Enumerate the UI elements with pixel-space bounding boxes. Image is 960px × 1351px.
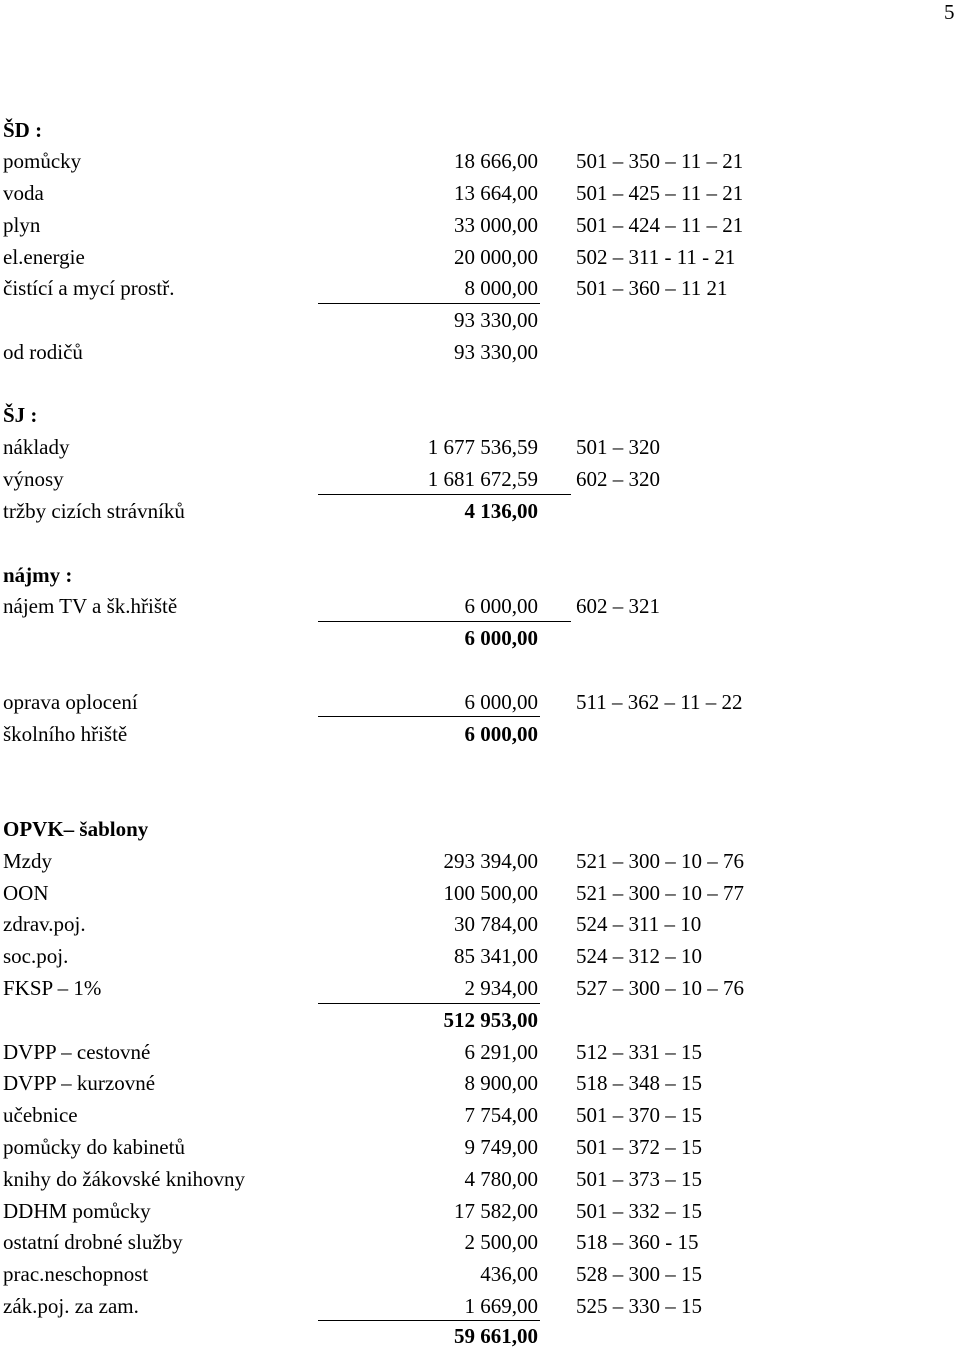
item-code: 501 – 373 – 15 xyxy=(576,1167,702,1191)
list-item xyxy=(0,909,960,939)
item-code: 525 – 330 – 15 xyxy=(576,1294,702,1318)
list-item xyxy=(0,242,960,272)
item-amount: 20 000,00 xyxy=(454,245,538,269)
item-amount: 30 784,00 xyxy=(454,912,538,936)
list-item xyxy=(0,878,960,908)
total-amount: 59 661,00 xyxy=(454,1324,538,1348)
list-item xyxy=(0,1227,960,1257)
list-item xyxy=(0,591,960,621)
item-label: plyn xyxy=(3,213,41,237)
list-item xyxy=(0,1291,960,1321)
item-amount: 2 934,00 xyxy=(464,976,538,1000)
item-label: pomůcky do kabinetů xyxy=(3,1135,185,1159)
total-row xyxy=(0,496,960,526)
list-item xyxy=(0,178,960,208)
list-item xyxy=(0,941,960,971)
sum-rule xyxy=(318,716,540,717)
list-item xyxy=(0,432,960,462)
list-item xyxy=(0,273,960,303)
item-amount: 33 000,00 xyxy=(454,213,538,237)
item-label: od rodičů xyxy=(3,340,83,364)
item-amount: 8 900,00 xyxy=(464,1071,538,1095)
list-item xyxy=(0,1259,960,1289)
item-label: knihy do žákovské knihovny xyxy=(3,1167,246,1191)
item-amount: 93 330,00 xyxy=(454,340,538,364)
list-item xyxy=(0,1100,960,1130)
item-label: Mzdy xyxy=(3,849,52,873)
list-item xyxy=(0,146,960,176)
item-code: 524 – 311 – 10 xyxy=(576,912,702,936)
total-label: tržby cizích strávníků xyxy=(3,499,185,523)
section-title: nájmy : xyxy=(3,563,73,587)
list-item xyxy=(0,1132,960,1162)
item-label: DDHM pomůcky xyxy=(3,1199,151,1223)
section-title: ŠJ : xyxy=(3,403,38,427)
item-label: zdrav.poj. xyxy=(3,912,86,936)
item-code: 524 – 312 – 10 xyxy=(576,944,702,968)
item-label: oprava oplocení xyxy=(3,690,138,714)
item-code: 528 – 300 – 15 xyxy=(576,1262,702,1286)
item-label: DVPP – cestovné xyxy=(3,1040,151,1064)
item-amount: 4 780,00 xyxy=(464,1167,538,1191)
item-code: 501 – 424 – 11 – 21 xyxy=(576,213,744,237)
total-amount: 6 000,00 xyxy=(464,722,538,746)
item-amount: 436,00 xyxy=(480,1262,538,1286)
sum-rule xyxy=(318,621,571,622)
item-label: čistící a mycí prostř. xyxy=(3,276,175,300)
item-amount: 7 754,00 xyxy=(464,1103,538,1127)
total-row xyxy=(0,1005,960,1035)
item-code: 512 – 331 – 15 xyxy=(576,1040,702,1064)
item-code: 501 – 320 xyxy=(576,435,660,459)
item-amount: 6 291,00 xyxy=(464,1040,538,1064)
list-item xyxy=(0,1164,960,1194)
total-amount: 4 136,00 xyxy=(464,499,538,523)
item-label: pomůcky xyxy=(3,149,82,173)
item-label: ostatní drobné služby xyxy=(3,1230,183,1254)
item-amount: 13 664,00 xyxy=(454,181,538,205)
item-amount: 293 394,00 xyxy=(443,849,538,873)
subtotal-amount: 93 330,00 xyxy=(454,308,538,332)
sum-rule xyxy=(318,1003,540,1004)
total-row xyxy=(0,719,960,749)
total-amount: 6 000,00 xyxy=(464,626,538,650)
item-code: 501 – 332 – 15 xyxy=(576,1199,702,1223)
section-title: OPVK– šablony xyxy=(3,817,149,841)
item-label: nájem TV a šk.hřiště xyxy=(3,594,178,618)
item-amount: 17 582,00 xyxy=(454,1199,538,1223)
total-label: školního hřiště xyxy=(3,722,128,746)
item-label: voda xyxy=(3,181,44,205)
item-amount: 6 000,00 xyxy=(464,690,538,714)
item-label: prac.neschopnost xyxy=(3,1262,149,1286)
list-item xyxy=(0,1068,960,1098)
sum-rule xyxy=(318,494,571,495)
item-amount: 9 749,00 xyxy=(464,1135,538,1159)
item-label: OON xyxy=(3,881,49,905)
item-amount: 1 681 672,59 xyxy=(427,467,538,491)
item-amount: 8 000,00 xyxy=(464,276,538,300)
page-number: 5 xyxy=(944,0,955,24)
item-code: 501 – 370 – 15 xyxy=(576,1103,702,1127)
item-label: soc.poj. xyxy=(3,944,69,968)
item-code: 511 – 362 – 11 – 22 xyxy=(576,690,743,714)
item-amount: 85 341,00 xyxy=(454,944,538,968)
item-label: el.energie xyxy=(3,245,85,269)
item-label: zák.poj. za zam. xyxy=(3,1294,139,1318)
list-item xyxy=(0,687,960,717)
item-code: 518 – 348 – 15 xyxy=(576,1071,702,1095)
list-item xyxy=(0,464,960,494)
item-amount: 1 669,00 xyxy=(464,1294,538,1318)
section-heading-sd xyxy=(0,115,960,145)
item-label: výnosy xyxy=(3,467,64,491)
item-code: 521 – 300 – 10 – 77 xyxy=(576,881,744,905)
section-title: ŠD : xyxy=(3,118,43,142)
item-code: 502 – 311 - 11 - 21 xyxy=(576,245,736,269)
item-code: 501 – 425 – 11 – 21 xyxy=(576,181,744,205)
item-code: 501 – 350 – 11 – 21 xyxy=(576,149,744,173)
sum-rule xyxy=(318,303,540,304)
item-amount: 18 666,00 xyxy=(454,149,538,173)
item-amount: 100 500,00 xyxy=(443,881,538,905)
total-row xyxy=(0,1321,960,1351)
total-amount: 512 953,00 xyxy=(443,1008,538,1032)
section-heading-opvk xyxy=(0,814,960,844)
section-heading-rent xyxy=(0,560,960,590)
item-code: 501 – 372 – 15 xyxy=(576,1135,702,1159)
item-label: náklady xyxy=(3,435,70,459)
item-code: 602 – 320 xyxy=(576,467,660,491)
item-code: 501 – 360 – 11 21 xyxy=(576,276,728,300)
item-code: 518 – 360 - 15 xyxy=(576,1230,699,1254)
list-item xyxy=(0,973,960,1003)
item-code: 602 – 321 xyxy=(576,594,660,618)
list-item xyxy=(0,846,960,876)
list-item xyxy=(0,210,960,240)
item-amount: 6 000,00 xyxy=(464,594,538,618)
item-label: učebnice xyxy=(3,1103,78,1127)
item-label: FKSP – 1% xyxy=(3,976,102,1000)
item-code: 527 – 300 – 10 – 76 xyxy=(576,976,744,1000)
item-label: DVPP – kurzovné xyxy=(3,1071,156,1095)
list-item xyxy=(0,1196,960,1226)
subtotal-row xyxy=(0,305,960,335)
list-item xyxy=(0,1037,960,1067)
item-amount: 1 677 536,59 xyxy=(427,435,538,459)
total-row xyxy=(0,623,960,653)
item-code: 521 – 300 – 10 – 76 xyxy=(576,849,744,873)
list-item xyxy=(0,337,960,367)
item-amount: 2 500,00 xyxy=(464,1230,538,1254)
section-heading-sj xyxy=(0,400,960,430)
